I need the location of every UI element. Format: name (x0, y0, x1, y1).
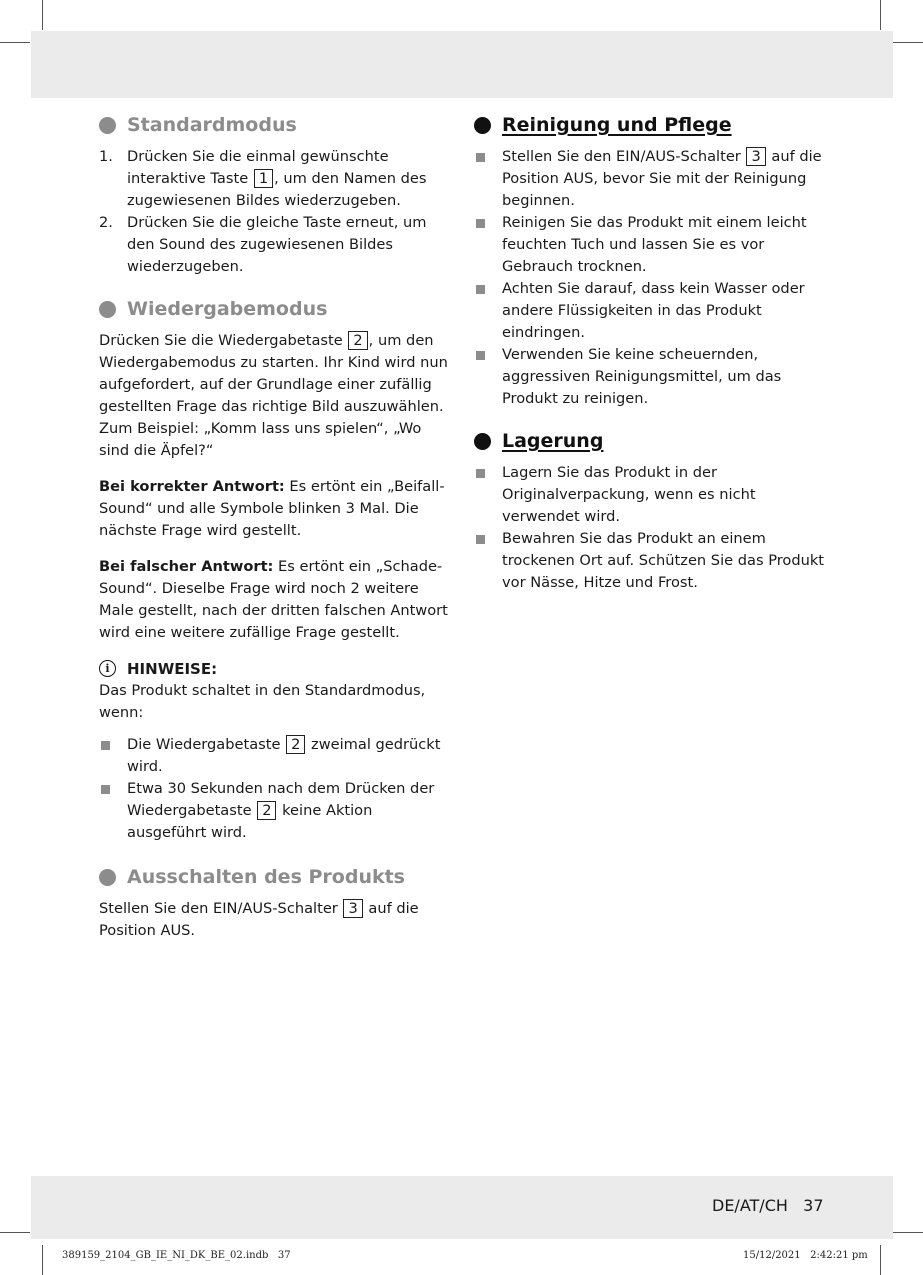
print-slug-file: 389159_2104_GB_IE_NI_DK_BE_02.indb 37 (62, 1250, 291, 1261)
square-bullet-icon (476, 351, 485, 360)
crop-mark (893, 42, 923, 43)
crop-mark (880, 1245, 881, 1275)
bullet-dot-icon (474, 117, 491, 134)
list-item: 1. Drücken Sie die einmal gewünschte interaktive Taste 1 , um den Namen des zugewiesenen Bildes wiederzugeben. (99, 148, 427, 209)
care-list (474, 146, 826, 410)
bullet-dot-icon (99, 869, 116, 886)
heading-reinigung: Reinigung und Pflege (474, 112, 826, 138)
square-bullet-icon (476, 285, 485, 294)
bullet-dot-icon (99, 117, 116, 134)
crop-mark (880, 0, 881, 30)
square-bullet-icon (476, 535, 485, 544)
list-item: Reinigen Sie das Produkt mit einem leicht feuchten Tuch und lassen Sie es vor Gebrauch trocknen. (474, 212, 826, 278)
info-icon: i (99, 660, 116, 677)
header-band (31, 31, 893, 98)
right-column (474, 112, 826, 594)
crop-mark (42, 1245, 43, 1275)
notes-heading: i HINWEISE: (99, 658, 451, 680)
bullet-dot-icon (474, 433, 491, 450)
key-ref-box: 2 (348, 331, 367, 350)
playback-intro: Drücken Sie die Wiedergabetaste 2 , um den Wiedergabemodus zu starten. Ihr Kind wird nun aufgefordert, auf der Grundlage einer zufällig gestellten Frage das richtige Bild auszuwählen. Zum Beispiel: „Komm lass uns spielen“, „Wo sind die Äpfel?“ (99, 332, 448, 459)
list-item: Stellen Sie den EIN/AUS-Schalter 3 auf die Position AUS, bevor Sie mit der Reinigung beginnen. (474, 146, 826, 212)
heading-wiedergabemodus: Wiedergabemodus (99, 296, 451, 322)
list-item: Lagern Sie das Produkt in der Originalverpackung, wenn es nicht verwendet wird. (474, 462, 826, 528)
key-ref-box: 1 (254, 169, 273, 188)
list-item: Bewahren Sie das Produkt an einem trockenen Ort auf. Schützen Sie das Produkt vor Nässe, Hitze und Frost. (474, 528, 826, 594)
square-bullet-icon (101, 741, 110, 750)
crop-mark (0, 42, 30, 43)
square-bullet-icon (476, 153, 485, 162)
crop-mark (0, 1232, 30, 1233)
heading-lagerung: Lagerung (474, 428, 826, 454)
bullet-dot-icon (99, 301, 116, 318)
print-slug-timestamp: 15/12/2021 2:42:21 pm (743, 1250, 868, 1261)
list-item: 2. Drücken Sie die gleiche Taste erneut, um den Sound des zugewiesenen Bildes wiederzugeben. (99, 214, 427, 275)
page-number: DE/AT/CH 37 (712, 1196, 824, 1215)
heading-ausschalten: Ausschalten des Produkts (99, 864, 451, 890)
list-item: Verwenden Sie keine scheuernden, aggressiven Reinigungsmittel, um das Produkt zu reinigen. (474, 344, 826, 410)
storage-list (474, 462, 826, 594)
list-item: Die Wiedergabetaste 2 zweimal gedrückt wird. (99, 734, 451, 778)
key-ref-box: 3 (343, 899, 362, 918)
key-ref-box: 3 (746, 147, 765, 166)
standard-steps (99, 146, 451, 278)
off-paragraph: Stellen Sie den EIN/AUS-Schalter 3 auf die Position AUS. (99, 900, 419, 939)
square-bullet-icon (476, 219, 485, 228)
list-item: Achten Sie darauf, dass kein Wasser oder andere Flüssigkeiten in das Produkt eindringen. (474, 278, 826, 344)
crop-mark (893, 1232, 923, 1233)
square-bullet-icon (476, 469, 485, 478)
correct-answer-paragraph: Bei korrekter Antwort: Es ertönt ein „Beifall-Sound“ und alle Symbole blinken 3 Mal. Die nächste Frage wird gestellt. (99, 478, 445, 539)
wrong-answer-paragraph: Bei falscher Antwort: Es ertönt ein „Schade-Sound“. Dieselbe Frage wird noch 2 weitere Male gestellt, nach der dritten falschen Antwort wird eine weitere zufällige Frage gestellt. (99, 558, 448, 641)
list-item: Etwa 30 Sekunden nach dem Drücken der Wiedergabetaste 2 keine Aktion ausgeführt wird. (99, 778, 451, 844)
square-bullet-icon (101, 785, 110, 794)
notes-list (99, 734, 451, 844)
notes-intro: Das Produkt schaltet in den Standardmodus, wenn: (99, 682, 426, 721)
left-column (99, 112, 451, 942)
crop-mark (42, 0, 43, 30)
key-ref-box: 2 (286, 735, 305, 754)
key-ref-box: 2 (257, 801, 276, 820)
heading-standardmodus: Standardmodus (99, 112, 451, 138)
